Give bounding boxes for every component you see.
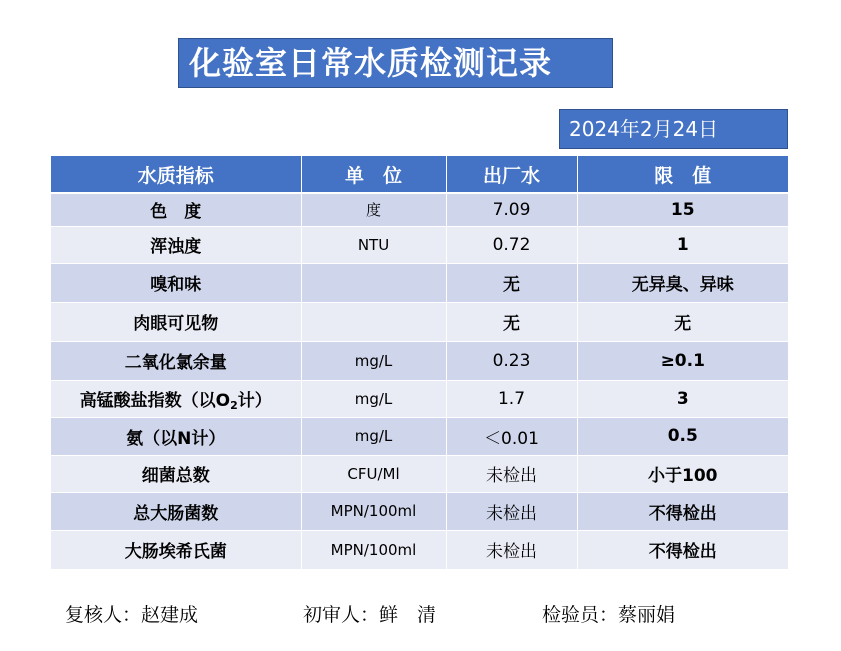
water-quality-table [51,156,788,570]
table-row [51,226,788,263]
indicator-unit [301,263,446,302]
header-unit: 单 位 [301,156,446,193]
table-row [51,455,788,492]
table-row [51,193,788,226]
limit-value: 不得检出 [577,530,788,569]
limit-value: 不得检出 [577,492,788,530]
table-row [51,263,788,302]
indicator-name: 肉眼可见物 [51,302,301,341]
table-header-row [51,156,788,193]
factory-water-value: 未检出 [446,455,577,492]
indicator-unit: MPN/100ml [301,492,446,530]
indicator-unit [301,302,446,341]
indicator-unit: mg/L [301,380,446,417]
inspector-signature: 检验员：蔡丽娟 [542,604,676,626]
indicator-unit: CFU/Ml [301,455,446,492]
limit-value: 15 [577,193,788,226]
limit-value: 无 [577,302,788,341]
indicator-name: 总大肠菌数 [51,492,301,530]
limit-value: 1 [577,226,788,263]
header-limit: 限 值 [577,156,788,193]
factory-water-value: 未检出 [446,530,577,569]
factory-water-value: ＜0.01 [446,417,577,455]
preliminary-reviewer-signature: 初审人：鲜 清 [303,604,437,626]
indicator-name-post: 计） [237,390,272,411]
limit-value: 无异臭、异味 [577,263,788,302]
indicator-name: 细菌总数 [51,455,301,492]
header-factory-water: 出厂水 [446,156,577,193]
table-row [51,380,788,417]
limit-value: 3 [577,380,788,417]
indicator-name: 二氧化氯余量 [51,341,301,380]
indicator-name-pre: 高锰酸盐指数（以O [79,390,231,411]
table-row [51,302,788,341]
indicator-unit: 度 [301,193,446,226]
indicator-name: 氨（以N计） [51,417,301,455]
limit-value: ≥0.1 [577,341,788,380]
factory-water-value: 无 [446,302,577,341]
subscript-2: 2 [230,398,238,412]
factory-water-value: 0.23 [446,341,577,380]
indicator-unit: mg/L [301,341,446,380]
indicator-name [51,380,301,417]
record-date: 2024年2月24日 [559,109,788,149]
indicator-name: 色 度 [51,193,301,226]
table-row [51,341,788,380]
factory-water-value: 7.09 [446,193,577,226]
limit-value: 0.5 [577,417,788,455]
limit-value: 小于100 [577,455,788,492]
indicator-unit: NTU [301,226,446,263]
page-title: 化验室日常水质检测记录 [178,38,613,88]
indicator-name: 浑浊度 [51,226,301,263]
table-row [51,530,788,569]
indicator-unit: mg/L [301,417,446,455]
table-row [51,492,788,530]
factory-water-value: 1.7 [446,380,577,417]
indicator-name: 嗅和味 [51,263,301,302]
reviewer-signature: 复核人：赵建成 [65,604,199,626]
factory-water-value: 0.72 [446,226,577,263]
header-indicator: 水质指标 [51,156,301,193]
factory-water-value: 无 [446,263,577,302]
indicator-unit: MPN/100ml [301,530,446,569]
factory-water-value: 未检出 [446,492,577,530]
table-row [51,417,788,455]
indicator-name: 大肠埃希氏菌 [51,530,301,569]
